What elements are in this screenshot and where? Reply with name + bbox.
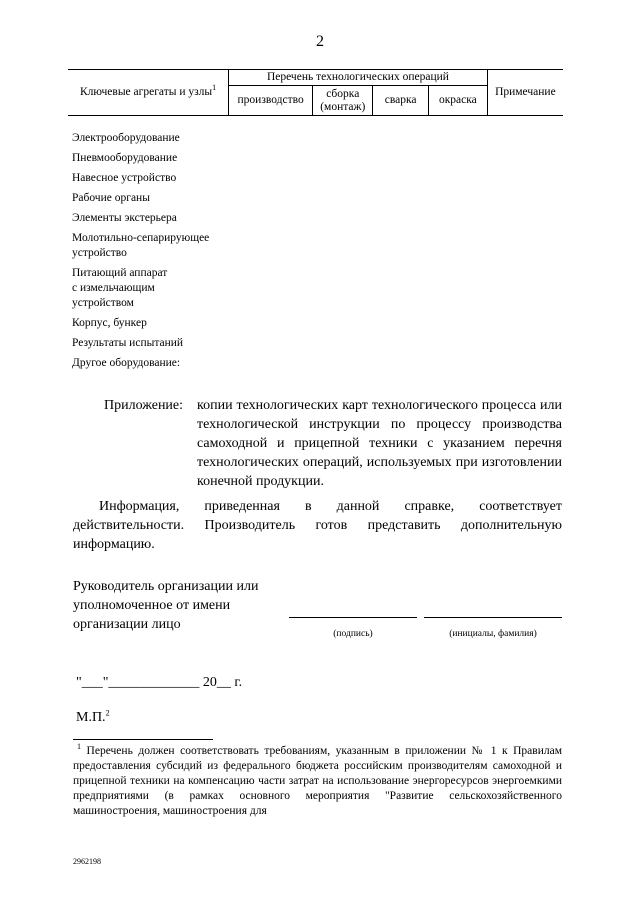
op-header: окраска	[428, 86, 487, 116]
signature-caption: (подпись)	[333, 629, 373, 639]
list-item: Рабочие органы	[72, 192, 150, 204]
list-item: Навесное устройство	[72, 172, 177, 184]
footnote: $^1$ Перечень должен соответствовать требованиям, указанным в приложении № 1 к Правилам предоставления субсидий из федерального бюджета российским производителям самоходной и прицепной техники на компенсацию части затрат на использование энергоресурсов энергоемкими предприятиями (в рамках основного мероприятия "Развитие сельскохозяйственного машиностроения, машиностроения для	[73, 742, 562, 817]
signature-line	[289, 617, 417, 618]
date-line: "___"_____________ 20__ г.	[76, 675, 243, 690]
stamp-place: М.П.$^2$	[76, 708, 110, 725]
units-list	[72, 131, 209, 376]
op-header: сварка	[373, 86, 429, 116]
list-item: Результаты испытаний	[72, 337, 184, 349]
appendix-label: Приложение:	[104, 398, 184, 413]
list-item: Другое оборудование:	[72, 357, 181, 369]
list-item: Питающий аппарат с измельчающим устройством	[72, 267, 168, 309]
operations-table-header	[68, 69, 563, 116]
page-number: 2	[316, 33, 324, 50]
name-caption: (инициалы, фамилия)	[449, 629, 537, 639]
list-item: Корпус, бункер	[72, 317, 147, 329]
units-column-header: Ключевые агрегаты и узлы$^1$	[68, 70, 229, 116]
signatory-title: Руководитель организации или уполномоченное от имени организации лицо	[73, 579, 259, 632]
info-paragraph: Информация, приведенная в данной справке, соответствует действительности. Производитель готов представить дополнительную информацию.	[73, 499, 562, 552]
note-column-header: Примечание	[487, 70, 563, 116]
footnote-separator	[73, 739, 213, 740]
document-code: 2962198	[73, 857, 101, 866]
appendix-text: копии технологических карт технологического процесса или технологической инструкции по процессу производства самоходной и прицепной техники с указанием перечня технологических операций, используемых при изготовлении конечной продукции.	[197, 398, 562, 489]
list-item: Пневмооборудование	[72, 152, 178, 164]
op-header: производство	[229, 86, 313, 116]
name-line	[424, 617, 562, 618]
ops-group-header: Перечень технологических операций	[229, 70, 488, 86]
list-item: Молотильно-сепарирующее устройство	[72, 232, 210, 259]
op-header: сборка (монтаж)	[313, 86, 373, 116]
list-item: Элементы экстерьера	[72, 212, 177, 224]
list-item: Электрооборудование	[72, 132, 180, 144]
